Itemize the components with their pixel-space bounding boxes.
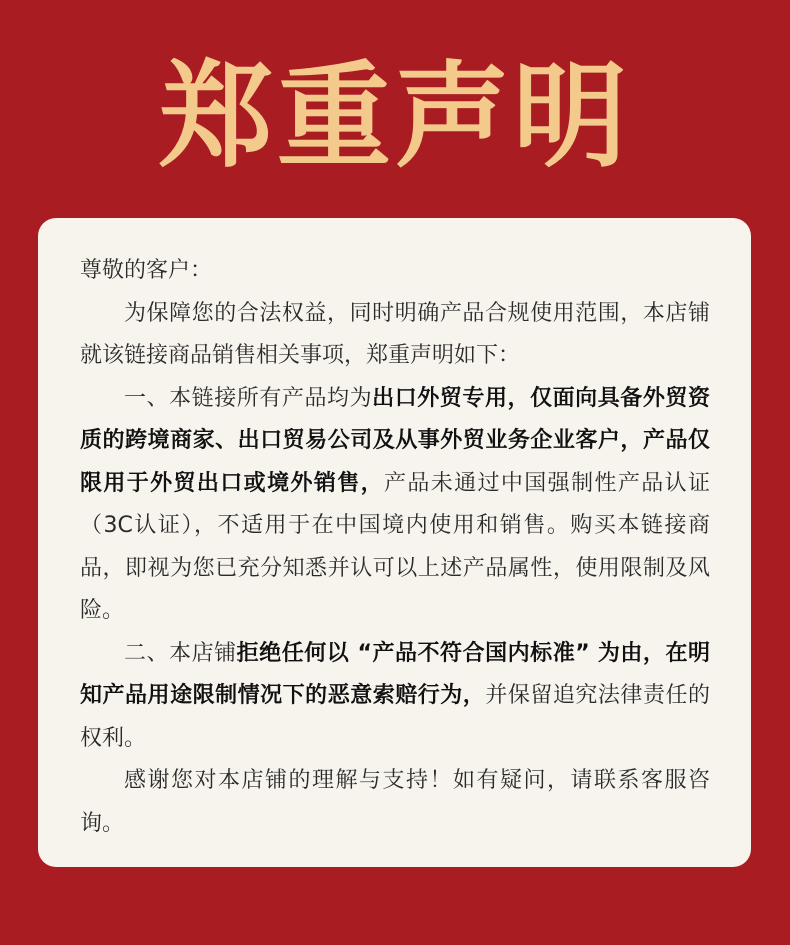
clause-one-text-start: 一、本链接所有产品均为: [124, 385, 373, 411]
intro-paragraph: 为保障您的合法权益，同时明确产品合规使用范围，本店铺就该链接商品销售相关事项，郑重声明如下：: [80, 300, 710, 368]
clause-one-paragraph: [80, 378, 710, 633]
clause-two-paragraph: [80, 633, 710, 761]
thanks-paragraph: 感谢您对本店铺的理解与支持！如有疑问，请联系客服咨询。: [80, 768, 710, 836]
clause-two-text-start: 二、本店铺: [124, 640, 237, 666]
page-title: 郑重声明: [158, 50, 631, 183]
statement-card: [38, 218, 751, 867]
clause-two-text-end: 并保留追究法律责任的权利。: [80, 683, 710, 751]
clause-one-text-end: 产品未通过中国强制性产品认证（3C认证），不适用于在中国境内使用和销售。购买本链接商品，即视为您已充分知悉并认可以上述产品属性，使用限制及风险。: [80, 470, 710, 623]
statement-body: [80, 250, 710, 845]
greeting-text: 尊敬的客户：: [80, 258, 213, 283]
clause-one-emphasis: 出口外贸专用，仅面向具备外贸资质的跨境商家、出口贸易公司及从事外贸业务企业客户，产品仅限用于外贸出口或境外销售，: [80, 385, 710, 496]
clause-two-emphasis: 拒绝任何以 “产品不符合国内标准” 为由，在明知产品用途限制情况下的恶意索赔行为，: [80, 640, 710, 708]
